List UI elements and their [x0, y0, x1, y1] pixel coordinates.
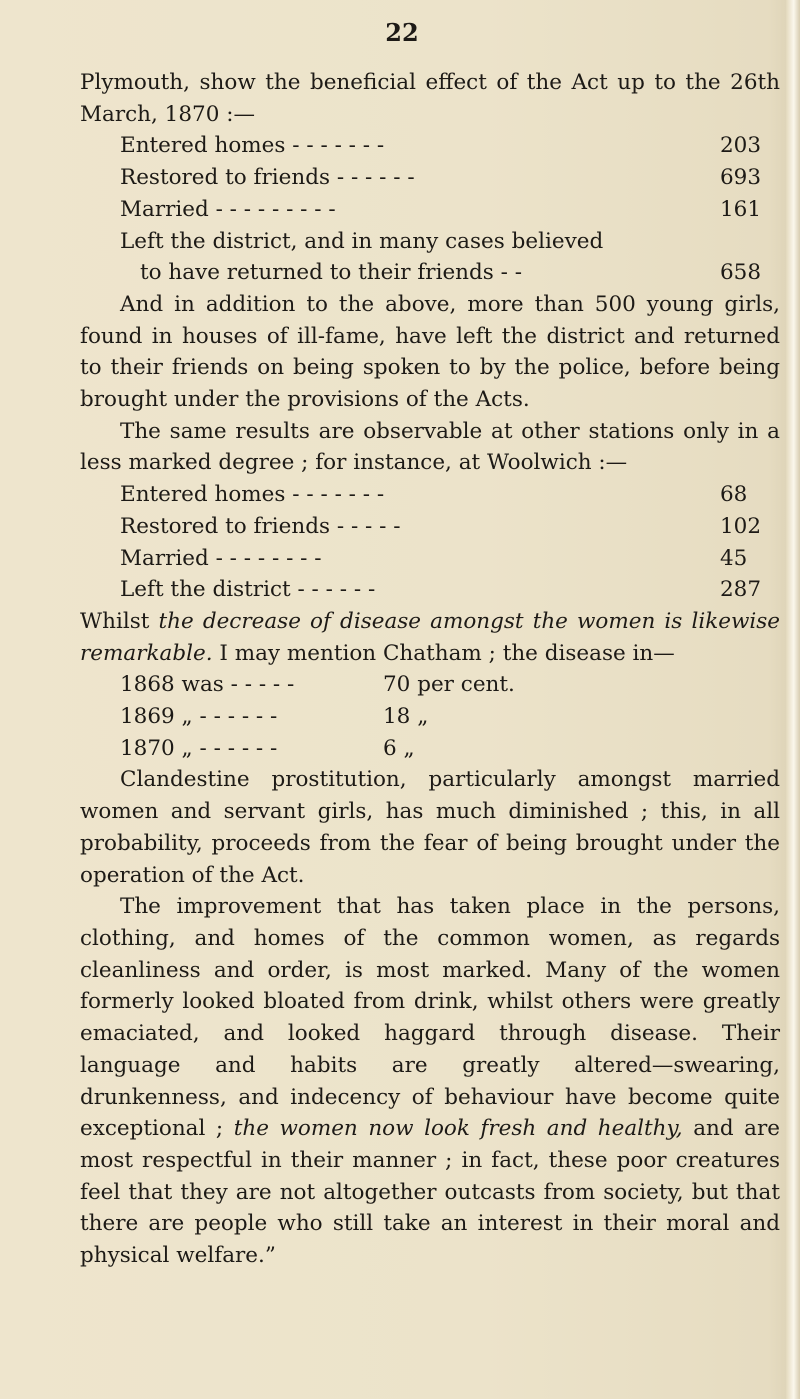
row-label: to have returned to their friends - - — [140, 260, 523, 286]
row-label: Left the district, and in many cases believed — [120, 228, 604, 254]
row-value: 18 „ — [383, 704, 429, 730]
row-label: Restored to friends - - - - - — [120, 513, 401, 539]
paragraph-improvement — [80, 891, 780, 1271]
row-label: 1870 „ - - - - - - — [120, 735, 278, 761]
disease-table — [80, 669, 780, 764]
plymouth-table — [80, 130, 780, 289]
paragraph-disease — [80, 606, 780, 669]
row-value: 102 — [720, 513, 762, 539]
row-value: 6 „ — [383, 735, 415, 761]
row-label: 1869 „ - - - - - - — [120, 704, 278, 730]
text-run: and are most respectful in their manner ; in fact, these poor creatures feel that they are not altogether outcasts from society, but that there are people who still take an interest in their moral and physical welfare.” — [80, 1116, 780, 1269]
row-value: 203 — [720, 133, 762, 159]
table-row — [80, 543, 780, 575]
row-value: 161 — [720, 196, 762, 222]
text-run: I may mention Chatham ; the disease in— — [212, 640, 675, 666]
page-edge — [786, 0, 800, 1399]
paragraph-clandestine: Clandestine prostitution, particularly amongst married women and servant girls, has much diminished ; this, in all probability, proceeds from the fear of being brought under the operation of the Act. — [80, 767, 780, 888]
italic-text: the decrease of disease amongst the women is likewise remarkable. — [80, 608, 780, 666]
table-row — [80, 226, 780, 258]
table-row — [80, 130, 780, 162]
paragraph-plymouth: Plymouth, show the beneficial effect of the Act up to the 26th March, 1870 :— — [80, 70, 780, 127]
table-row — [80, 574, 780, 606]
table-row — [80, 162, 780, 194]
row-value: 45 — [720, 545, 748, 571]
table-row — [80, 194, 780, 226]
paragraph-stations: The same results are observable at other stations only in a less marked degree ; for instance, at Woolwich :— — [80, 418, 780, 476]
table-row — [80, 257, 780, 289]
row-label: Married - - - - - - - - — [120, 545, 322, 571]
row-label: Restored to friends - - - - - - — [120, 165, 415, 191]
table-row — [80, 511, 780, 543]
text-run: Whilst — [80, 608, 159, 634]
row-value: 693 — [720, 165, 762, 191]
table-row — [80, 669, 780, 701]
italic-text: the women now look fresh and healthy, — [233, 1116, 683, 1142]
row-value: 68 — [720, 482, 748, 508]
page-number: 22 — [385, 18, 419, 47]
row-value: 658 — [720, 260, 762, 286]
table-row — [80, 701, 780, 733]
table-row — [80, 479, 780, 511]
text-run: The improvement that has taken place in the persons, clothing, and homes of the common women, as regards cleanliness and order, is most marked. Many of the women formerly looked bloated from drink, whilst others were greatly emaciated, and looked haggard through disease. Their language and habits are greatly altered—swearing, drunkenness, and indecency of behaviour have become quite exceptional ; — [80, 894, 780, 1142]
row-value: 70 per cent. — [383, 672, 515, 698]
table-row — [80, 733, 780, 765]
row-label: Entered homes - - - - - - - — [120, 482, 385, 508]
row-label: 1868 was - - - - - — [120, 672, 295, 698]
row-label: Entered homes - - - - - - - — [120, 133, 385, 159]
row-label: Married - - - - - - - - - — [120, 196, 336, 222]
woolwich-table — [80, 479, 780, 606]
row-label: Left the district - - - - - - — [120, 577, 376, 603]
page-body — [80, 67, 780, 1272]
row-value: 287 — [720, 577, 762, 603]
paragraph-addition: And in addition to the above, more than 500 young girls, found in houses of ill-fame, have left the district and returned to their friends on being spoken to by the police, before being brought under the provisions of the Acts. — [80, 291, 780, 413]
